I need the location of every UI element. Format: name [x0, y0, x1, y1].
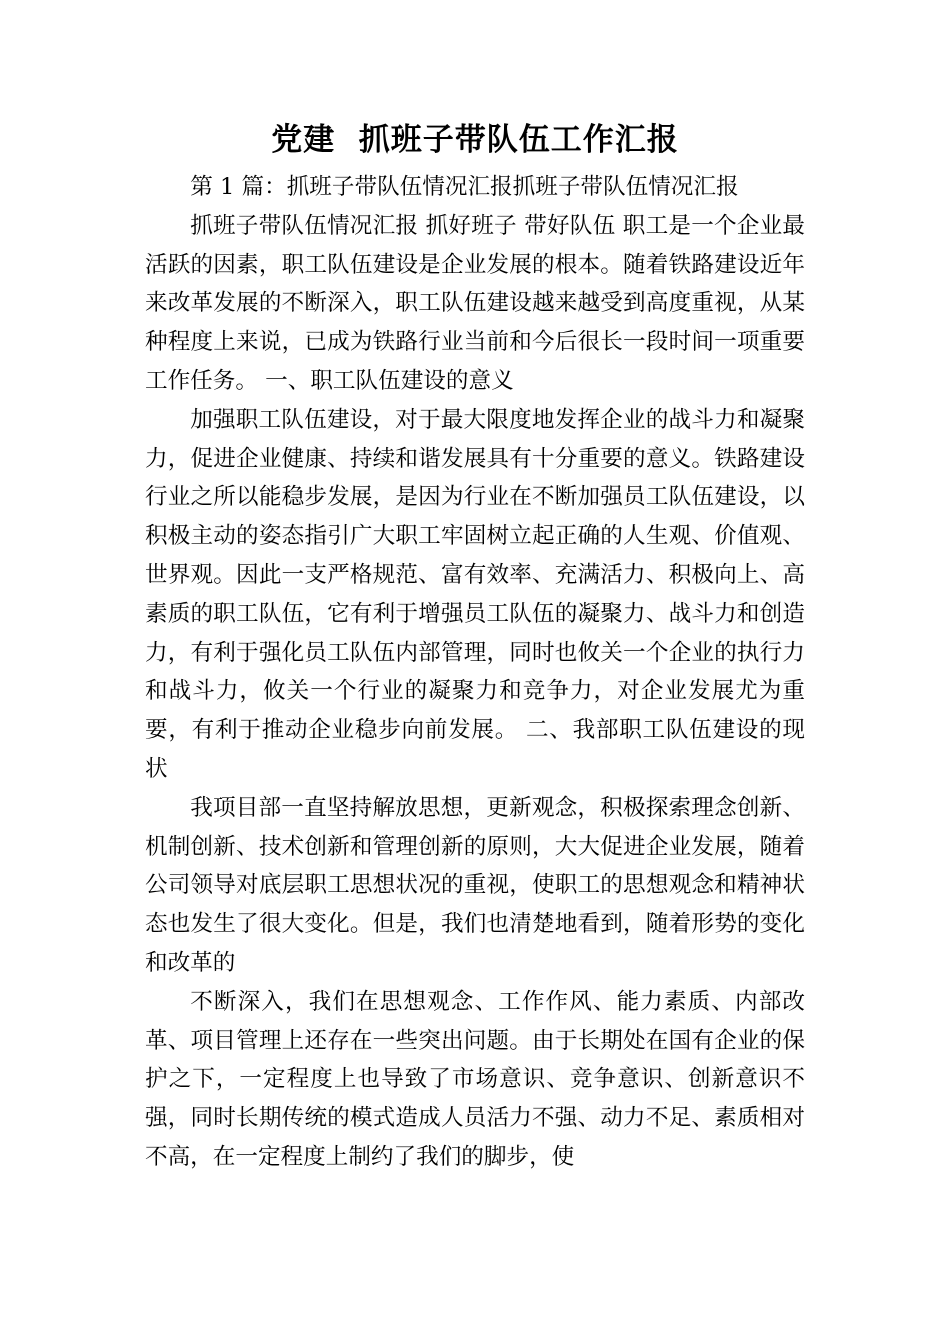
paragraph-significance: 加强职工队伍建设，对于最大限度地发挥企业的战斗力和凝聚力，促进企业健康、持续和谐发展具有十分重要的意义。铁路建设行业之所以能稳步发展，是因为行业在不断加强员工队伍建设，以积极主动的姿态指引广大职工牢固树立起正确的人生观、价值观、世界观。因此一支严格规范、富有效率、充满活力、积极向上、高素质的职工队伍，它有利于增强员工队伍的凝聚力、战斗力和创造力，有利于强化员工队伍内部管理，同时也攸关一个企业的执行力和战斗力，攸关一个行业的凝聚力和竞争力，对企业发展尤为重要，有利于推动企业稳步向前发展。 二、我部职工队伍建设的现状 [145, 406, 805, 782]
paragraph-intro: 第 1 篇：抓班子带队伍情况汇报抓班子带队伍情况汇报 [190, 174, 739, 200]
paragraph-overview: 抓班子带队伍情况汇报 抓好班子 带好队伍 职工是一个企业最活跃的因素，职工队伍建设是企业发展的根本。随着铁路建设近年来改革发展的不断深入，职工队伍建设越来越受到高度重视，从某种程度上来说，已成为铁路行业当前和今后很长一段时间一项重要工作任务。 一、职工队伍建设的意义 [145, 212, 805, 394]
document-body [145, 168, 805, 1177]
document-title: 党建 抓班子带队伍工作汇报 [271, 122, 679, 158]
paragraph-current-status: 我项目部一直坚持解放思想，更新观念，积极探索理念创新、机制创新、技术创新和管理创新的原则，大大促进企业发展，随着公司领导对底层职工思想状况的重视，使职工的思想观念和精神状态也发生了很大变化。但是，我们也清楚地看到，随着形势的变化和改革的 [145, 794, 805, 976]
paragraph-problems: 不断深入，我们在思想观念、工作作风、能力素质、内部改革、项目管理上还存在一些突出问题。由于长期处在国有企业的保护之下，一定程度上也导致了市场意识、竞争意识、创新意识不强，同时长期传统的模式造成人员活力不强、动力不足、素质相对不高，在一定程度上制约了我们的脚步，使 [145, 988, 805, 1170]
